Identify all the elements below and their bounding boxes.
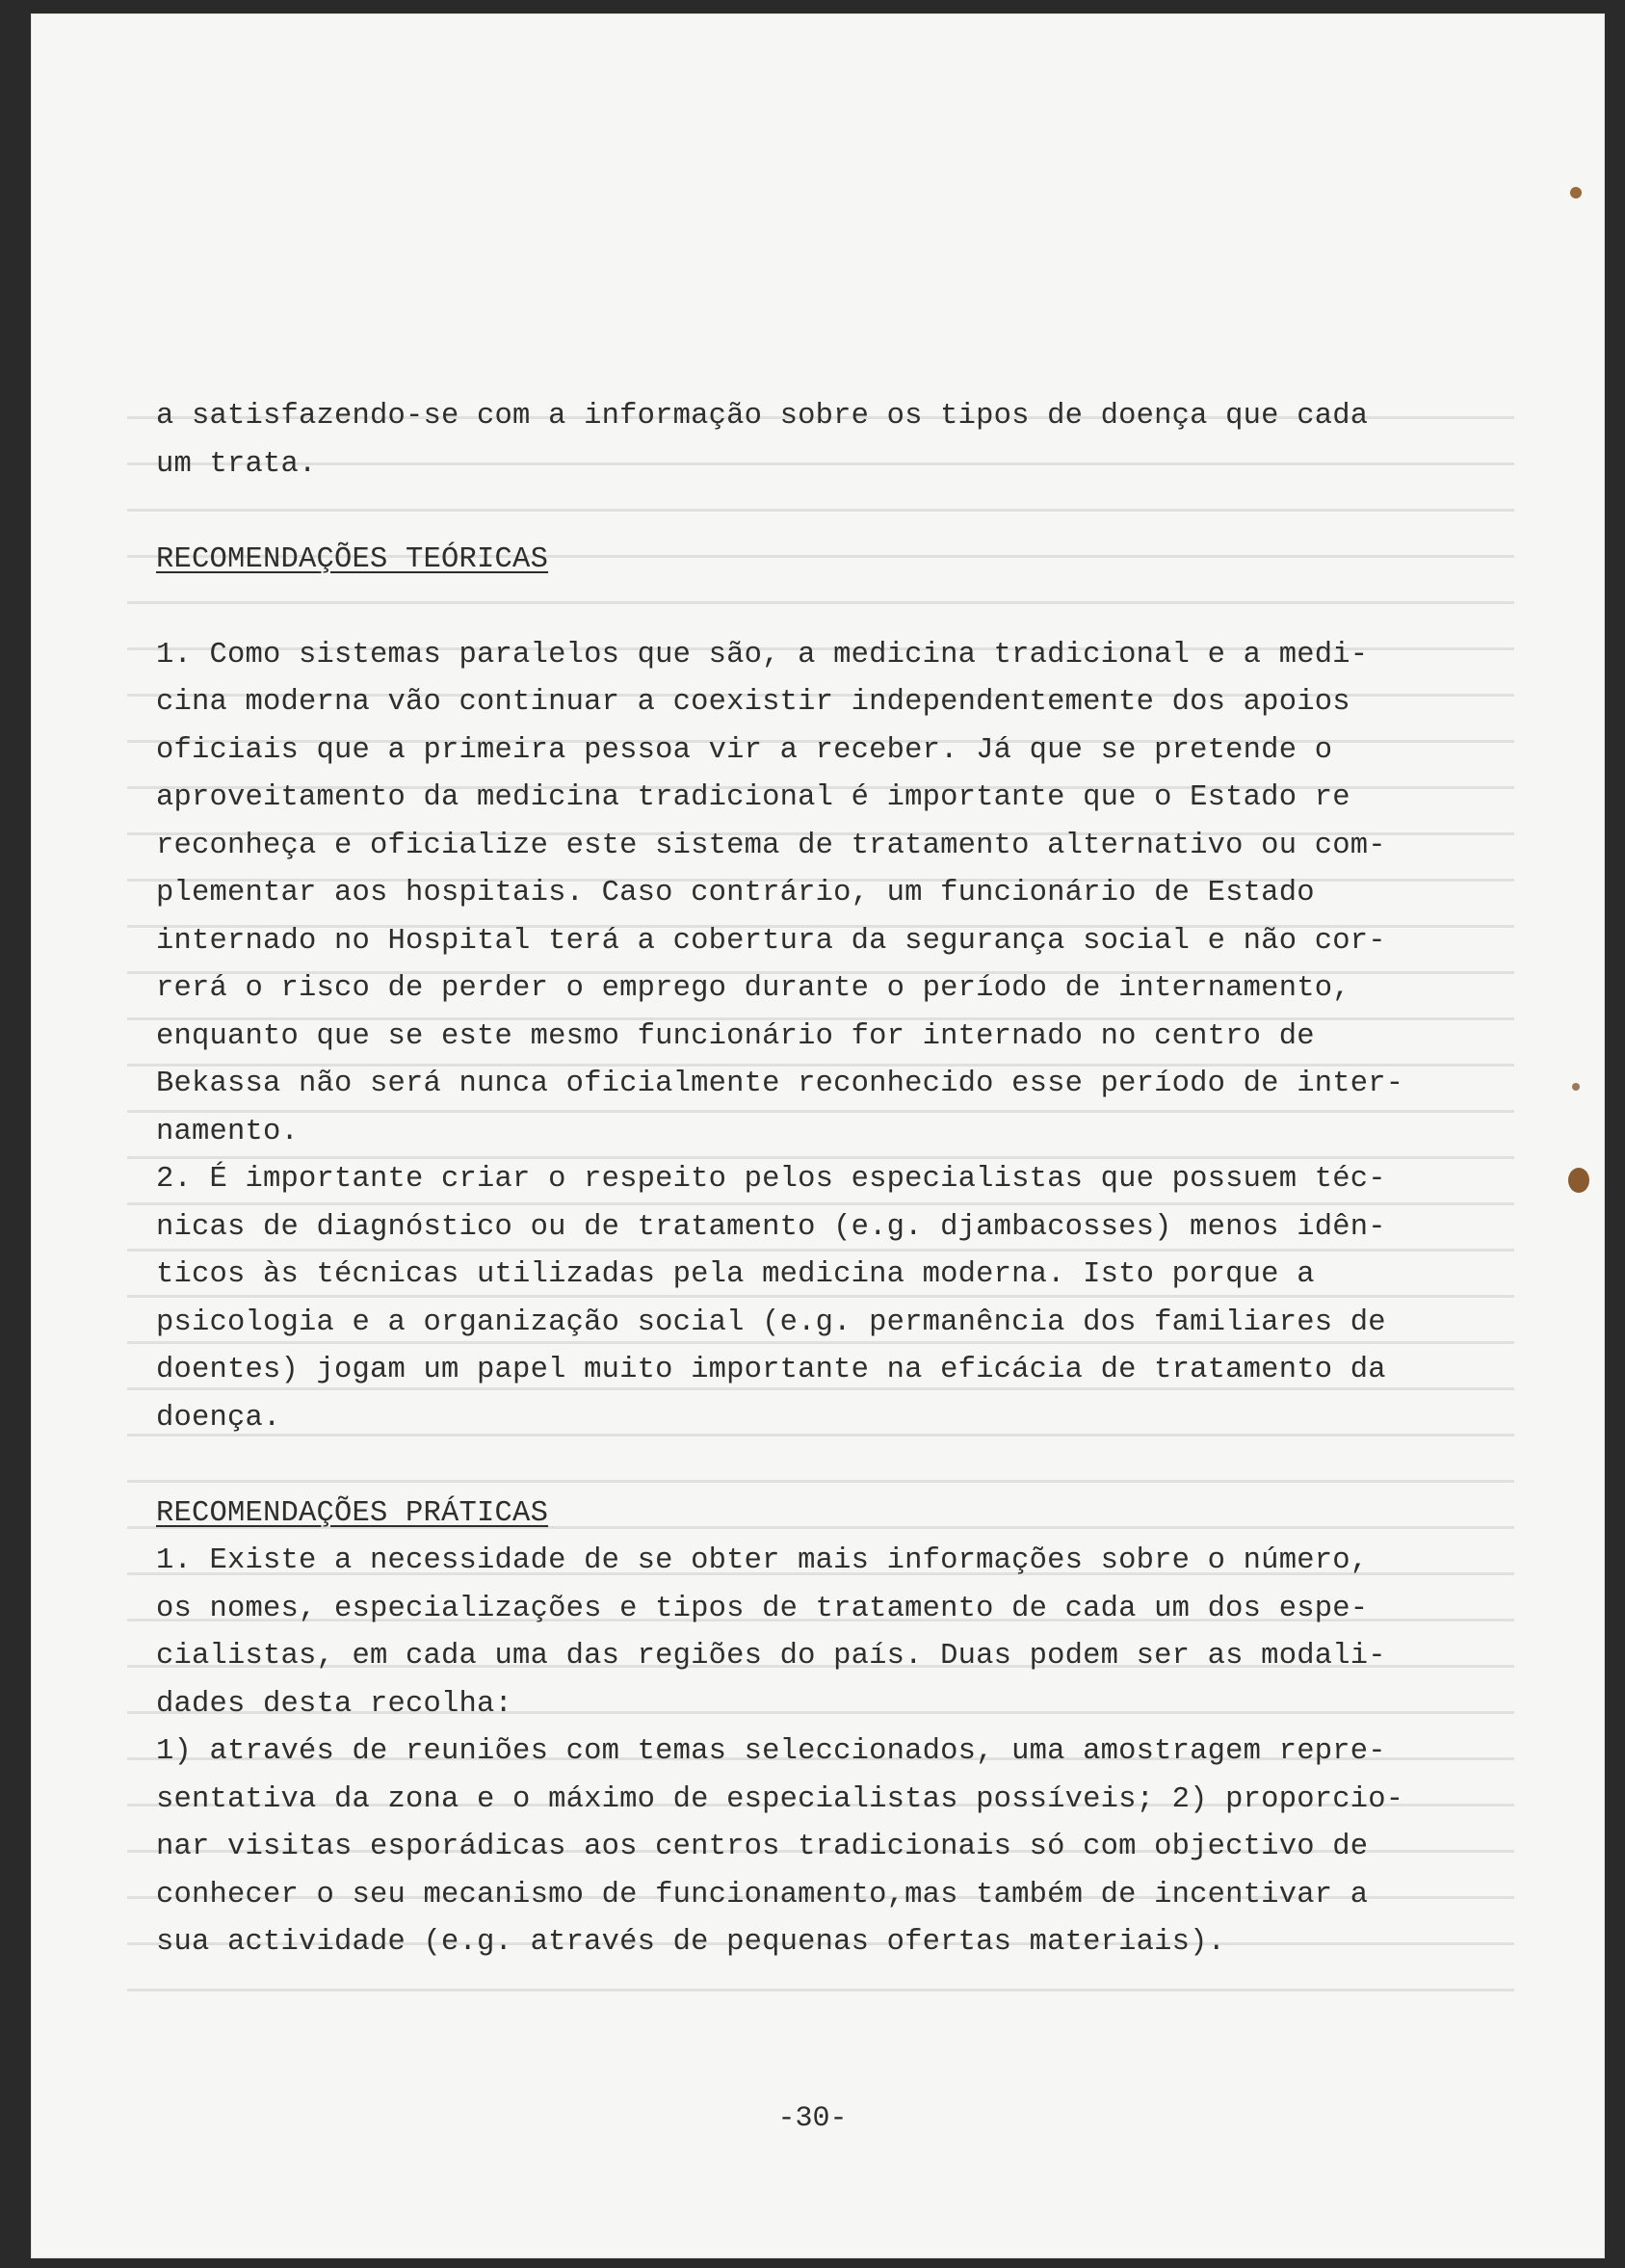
margin-stain: [1570, 187, 1582, 198]
text-line: 1. Existe a necessidade de se obter mais informações sobre o número,: [156, 1544, 1369, 1577]
text-line: reconheça e oficialize este sistema de tratamento alternativo ou com-: [156, 829, 1386, 862]
text-line: rerá o risco de perder o emprego durante o período de internamento,: [156, 972, 1350, 1005]
text-line: psicologia e a organização social (e.g. permanência dos familiares de: [156, 1305, 1386, 1339]
text-line: os nomes, especializações e tipos de tratamento de cada um dos espe-: [156, 1592, 1369, 1625]
text-line: enquanto que se este mesmo funcionário for internado no centro de: [156, 1019, 1315, 1053]
text-line: dades desta recolha:: [156, 1687, 513, 1721]
text-line: conhecer o seu mecanismo de funcionamento,mas também de incentivar a: [156, 1878, 1369, 1912]
text-line: namento.: [156, 1115, 300, 1148]
section-heading-practical: RECOMENDAÇÕES PRÁTICAS: [156, 1496, 549, 1530]
text-line: internado no Hospital terá a cobertura da segurança social e não cor-: [156, 924, 1386, 958]
text-line: aproveitamento da medicina tradicional é importante que o Estado re: [156, 781, 1350, 814]
text-line: cialistas, em cada uma das regiões do país. Duas podem ser as modali-: [156, 1640, 1386, 1673]
text-line: nicas de diagnóstico ou de tratamento (e.g. djambacosses) menos idên-: [156, 1210, 1386, 1244]
text-line: a satisfazendo-se com a informação sobre os tipos de doença que cada: [156, 400, 1369, 433]
text-line: um trata.: [156, 447, 317, 481]
margin-mark: [1572, 1083, 1580, 1091]
text-line: Bekassa não será nunca oficialmente reconhecido esse período de inter-: [156, 1068, 1404, 1100]
text-line: sentativa da zona e o máximo de especialistas possíveis; 2) proporcio-: [156, 1782, 1404, 1816]
text-line: doença.: [156, 1401, 281, 1435]
page-number: -30-: [777, 2102, 848, 2135]
text-line: doentes) jogam um papel muito importante na eficácia de tratamento da: [156, 1354, 1386, 1386]
text-line: 1. Como sistemas paralelos que são, a medicina tradicional e a medi-: [156, 638, 1369, 672]
text-line: sua actividade (e.g. através de pequenas ofertas materiais).: [156, 1926, 1226, 1959]
text-line: 1) através de reuniões com temas seleccionados, uma amostragem repre-: [156, 1735, 1386, 1768]
text-line: plementar aos hospitais. Caso contrário, um funcionário de Estado: [156, 877, 1315, 910]
text-line: ticos às técnicas utilizadas pela medicina moderna. Isto porque a: [156, 1258, 1315, 1291]
text-line: nar visitas esporádicas aos centros tradicionais só com objectivo de: [156, 1831, 1369, 1863]
section-heading-theoretical: RECOMENDAÇÕES TEÓRICAS: [156, 542, 549, 576]
text-line: cina moderna vão continuar a coexistir independentemente dos apoios: [156, 686, 1350, 719]
text-line: oficiais que a primeira pessoa vir a receber. Já que se pretende o: [156, 733, 1333, 767]
typed-text-block: [156, 393, 1505, 1967]
text-line: 2. É importante criar o respeito pelos especialistas que possuem téc-: [156, 1163, 1386, 1196]
margin-stain: [1568, 1168, 1589, 1193]
